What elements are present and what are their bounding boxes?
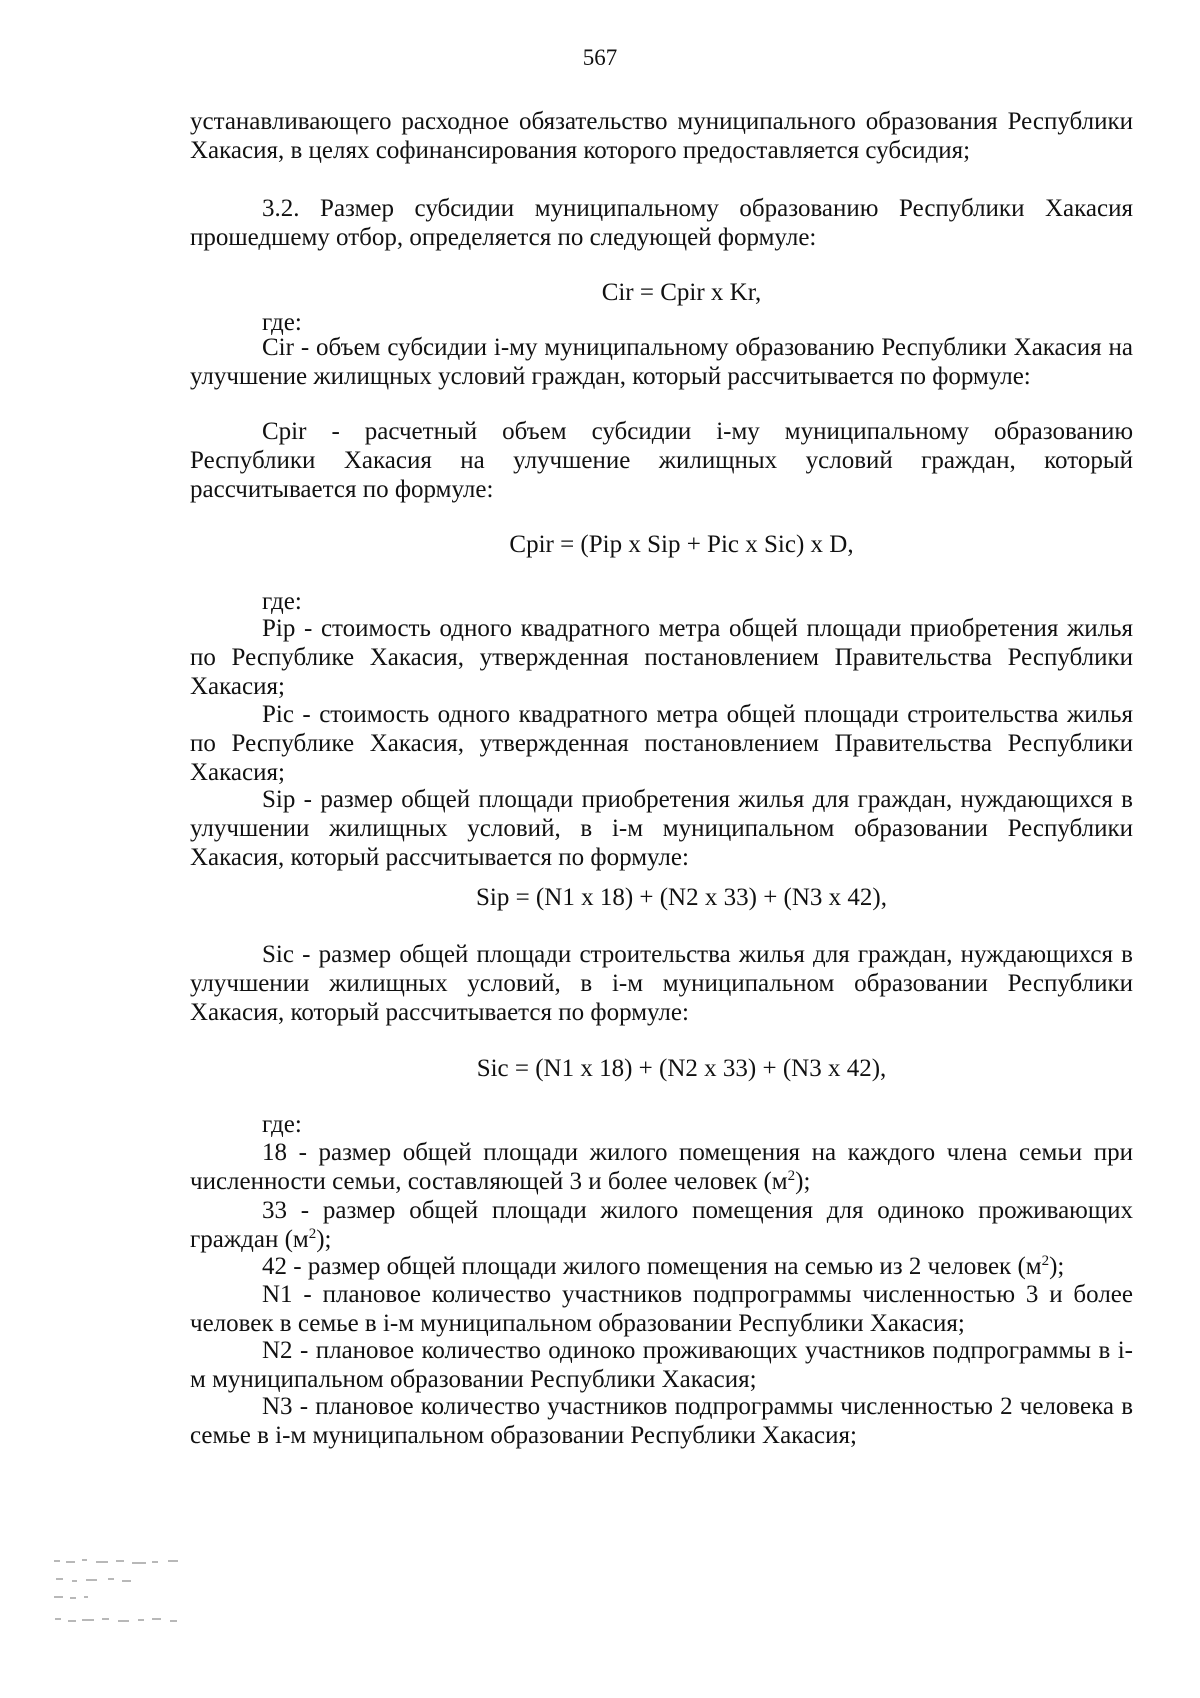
superscript: 2	[787, 1168, 796, 1184]
def-cir-wrap	[190, 333, 1133, 391]
definition-cpir: Cpir - расчетный объем субсидии i-му муниципальному образованию Республики Хакасия на улучшение жилищных условий граждан, который рассчитывается по формуле:	[190, 418, 1133, 503]
where-label: где:	[262, 309, 302, 336]
unit-close: );	[1049, 1253, 1065, 1280]
definition-42-text: 42 - размер общей площади жилого помещения на семью из 2 человек (м	[262, 1253, 1042, 1280]
scan-noise-mark	[52, 1556, 242, 1636]
formula-cir: Cir = Cpir x Kr,	[601, 279, 762, 306]
formula-sip-wrap	[190, 883, 1133, 912]
formula-cir-wrap	[190, 278, 1133, 307]
def-cpir-wrap	[190, 417, 1133, 504]
def-sic-wrap	[190, 940, 1133, 1027]
definition-sic: Sic - размер общей площади строительства жилья для граждан, нуждающихся в улучшении жилищных условий, в i-м муниципальном образовании Республики Хакасия, который рассчитывается по формуле:	[190, 941, 1133, 1026]
def-pip-wrap	[190, 614, 1133, 701]
where-label: где:	[262, 1111, 302, 1138]
definition-42	[190, 1252, 1133, 1281]
paragraph: устанавливающего расходное обязательство муниципального образования Республики Хакасия, в целях софинансирования которого предоставляется субсидия;	[190, 108, 1133, 164]
page-number: 567	[582, 45, 618, 70]
def-n3-wrap	[190, 1392, 1133, 1450]
formula-cpir-wrap	[190, 530, 1133, 559]
def-33-wrap	[190, 1196, 1133, 1254]
superscript: 2	[1041, 1253, 1050, 1269]
definition-18	[190, 1138, 1133, 1196]
superscript: 2	[308, 1226, 317, 1242]
def-18-wrap	[190, 1138, 1133, 1196]
formula-cpir: Cpir = (Pip x Sip + Pic x Sic) x D,	[509, 531, 854, 558]
where-2-wrap	[190, 587, 1133, 616]
unit-close: );	[795, 1168, 811, 1195]
formula-sip: Sip = (N1 x 18) + (N2 x 33) + (N3 x 42),	[475, 884, 887, 911]
unit-close: );	[316, 1226, 332, 1253]
where-label: где:	[262, 588, 302, 615]
def-n1-wrap	[190, 1280, 1133, 1338]
definition-pip: Pip - стоимость одного квадратного метра общей площади приобретения жилья по Республике Хакасия, утвержденная постановлением Правительства Республики Хакасия;	[190, 615, 1133, 700]
definition-18-text: 18 - размер общей площади жилого помещения на каждого члена семьи при численности семьи, составляющей 3 и более человек (м	[190, 1139, 1133, 1195]
def-42-wrap	[190, 1252, 1133, 1281]
paragraph-3-2: 3.2. Размер субсидии муниципальному образованию Республики Хакасия прошедшему отбор, определяется по следующей формуле:	[190, 195, 1133, 251]
definition-cir: Cir - объем субсидии i-му муниципальному образованию Республики Хакасия на улучшение жилищных условий граждан, который рассчитывается по формуле:	[190, 334, 1133, 390]
def-n2-wrap	[190, 1336, 1133, 1394]
where-3-wrap	[190, 1110, 1133, 1139]
formula-sic-wrap	[190, 1054, 1133, 1083]
definition-33	[190, 1196, 1133, 1254]
definition-n1: N1 - плановое количество участников подпрограммы численностью 3 и более человек в семье в i-м муниципальном образовании Республики Хакасия;	[190, 1281, 1133, 1337]
def-pic-wrap	[190, 700, 1133, 787]
definition-pic: Pic - стоимость одного квадратного метра общей площади строительства жилья по Республике Хакасия, утвержденная постановлением Правительства Республики Хакасия;	[190, 701, 1133, 786]
formula-sic: Sic = (N1 x 18) + (N2 x 33) + (N3 x 42),	[476, 1055, 887, 1082]
definition-sip: Sip - размер общей площади приобретения жилья для граждан, нуждающихся в улучшении жилищных условий, в i-м муниципальном образовании Республики Хакасия, который рассчитывается по формуле:	[190, 786, 1133, 871]
def-sip-wrap	[190, 785, 1133, 872]
paragraph-3-2-wrap	[190, 194, 1133, 252]
paragraph-continuation	[190, 107, 1133, 165]
definition-n3: N3 - плановое количество участников подпрограммы численностью 2 человека в семье в i-м муниципальном образовании Республики Хакасия;	[190, 1393, 1133, 1449]
definition-33-text: 33 - размер общей площади жилого помещения для одиноко проживающих граждан (м	[190, 1197, 1133, 1253]
definition-n2: N2 - плановое количество одиноко проживающих участников подпрограммы в i-м муниципальном образовании Республики Хакасия;	[190, 1337, 1133, 1393]
